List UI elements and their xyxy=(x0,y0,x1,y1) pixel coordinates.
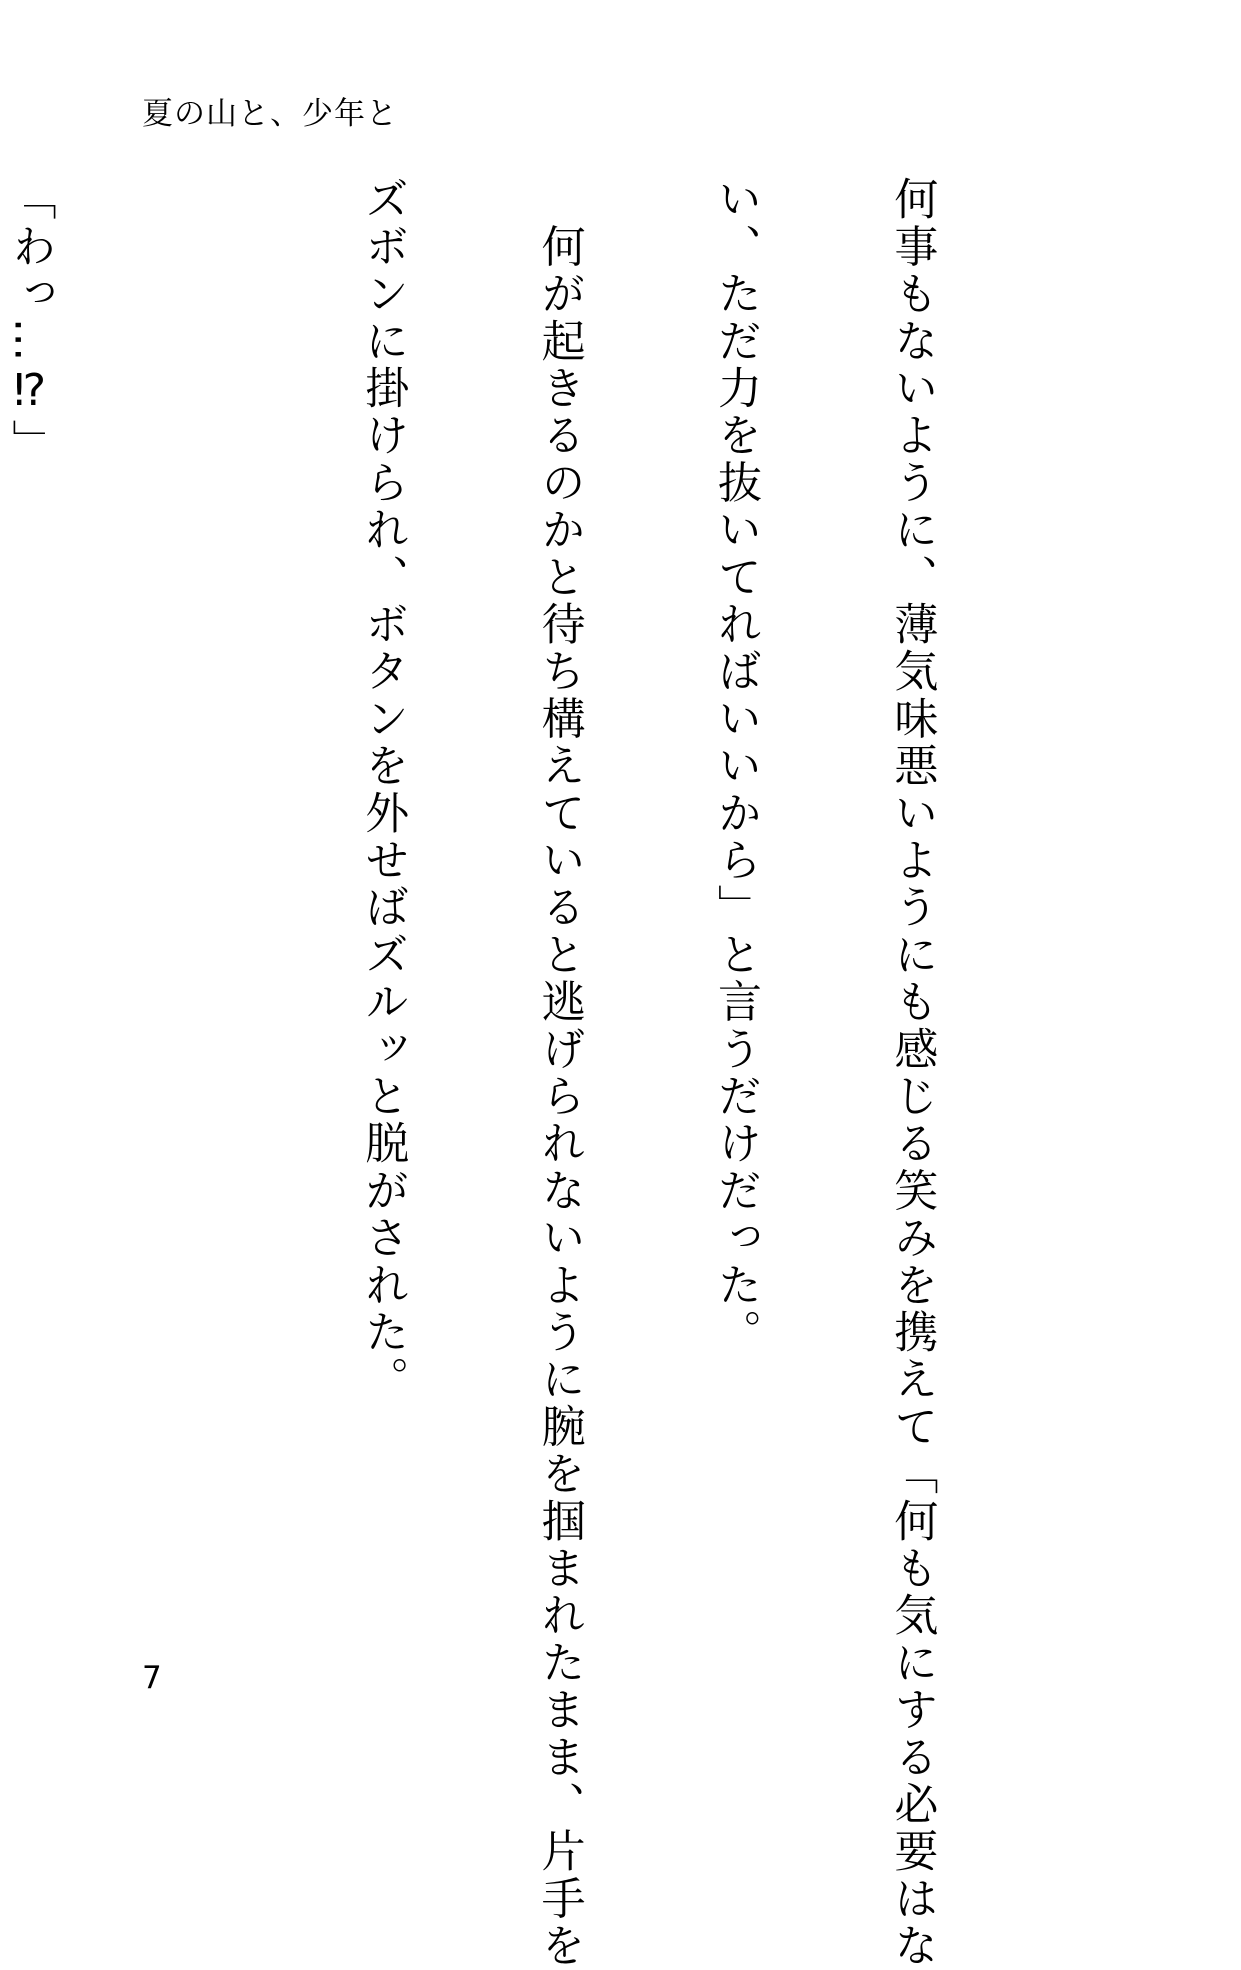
body-text xyxy=(0,176,1058,1970)
page-number: 7 xyxy=(142,1660,162,1696)
blank-line xyxy=(176,176,235,1656)
running-header: 夏の山と、少年と xyxy=(142,96,398,132)
text-line: 何事もないように、薄気味悪いようにも感じる笑みを携えて「何も気にする必要はな xyxy=(886,176,938,1970)
text-line: い、ただ力を抜いてればいいから」と言うだけだった。 xyxy=(710,176,762,1356)
text-line: 「わっ…⁉」 xyxy=(4,176,56,467)
text-line: ズボンに掛けられ、ボタンを外せばズルッと脱がされた。 xyxy=(357,176,409,1404)
text-line: 何が起きるのかと待ち構えていると逃げられないように腕を掴まれたまま、片手を xyxy=(533,176,585,1970)
